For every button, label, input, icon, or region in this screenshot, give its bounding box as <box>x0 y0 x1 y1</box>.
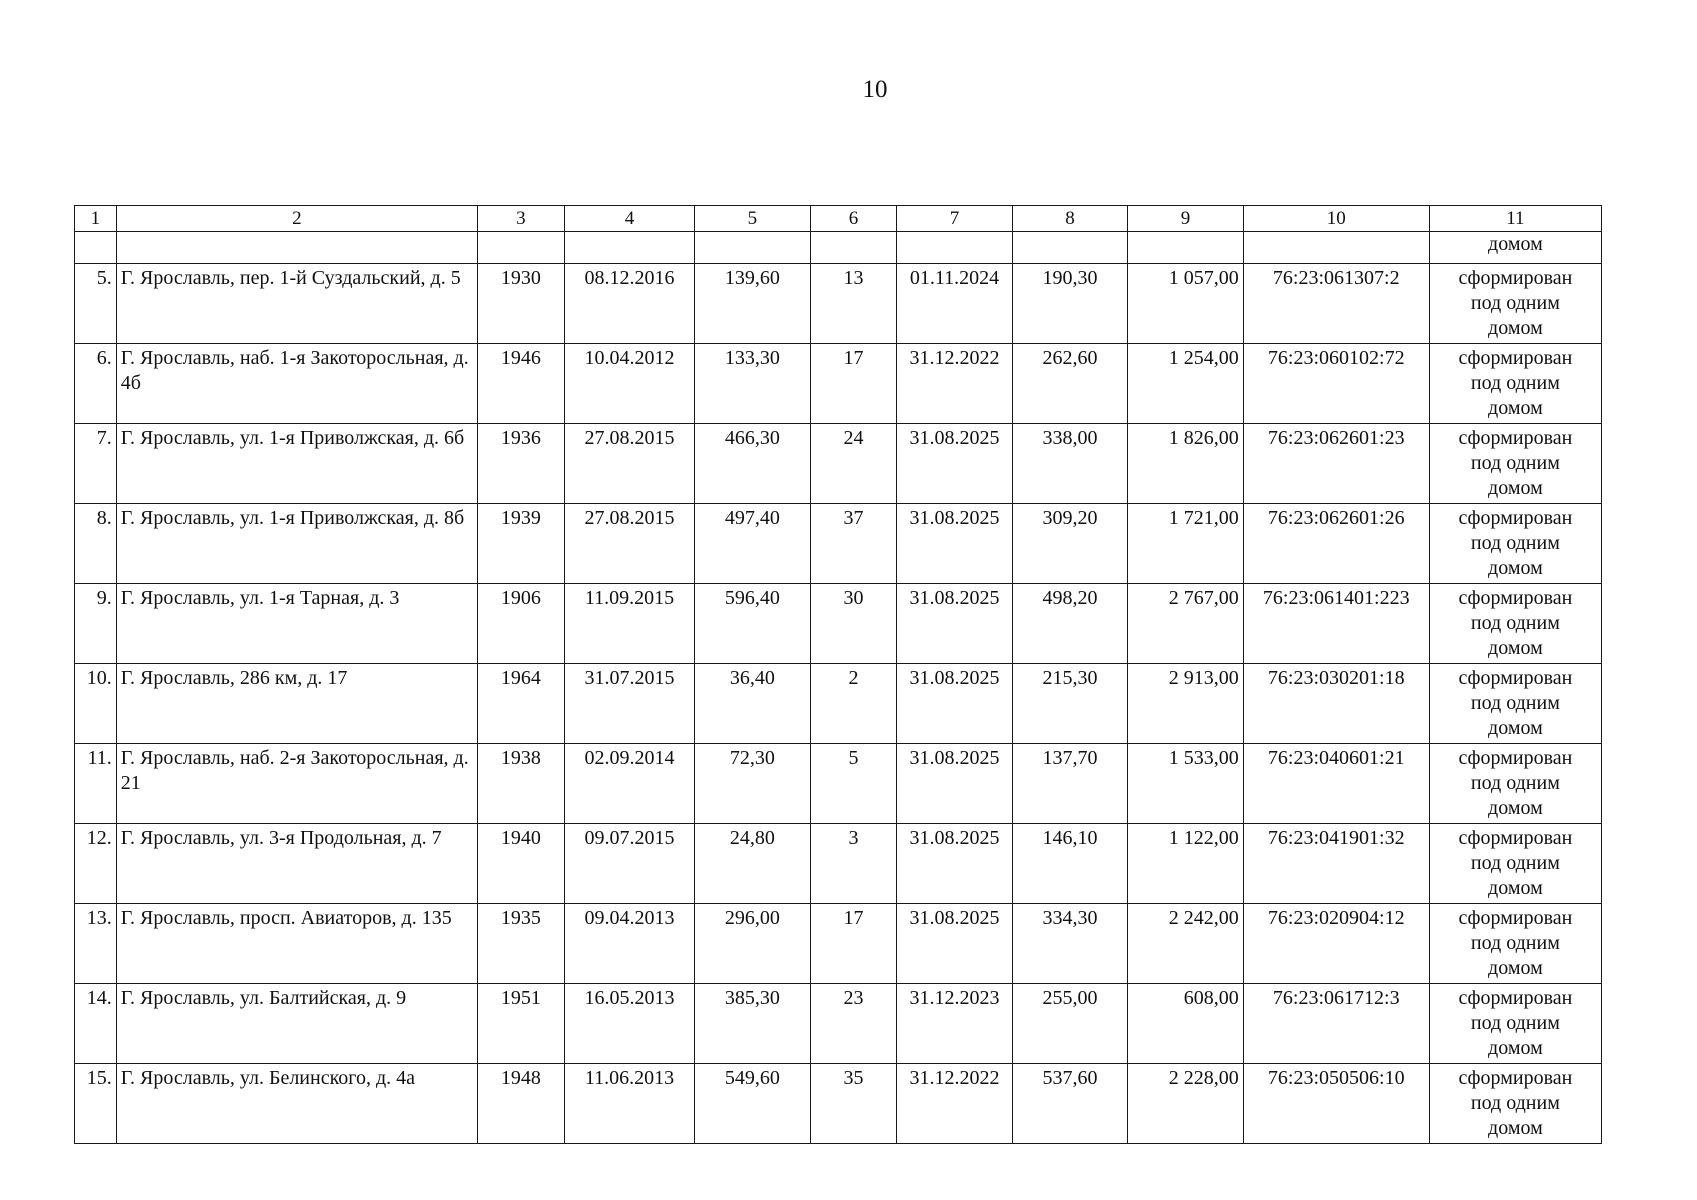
table-body <box>75 206 1602 1144</box>
cell-address: Г. Ярославль, ул. Белинского, д. 4а <box>116 1064 477 1144</box>
column-number-row <box>75 206 1602 232</box>
cell-date: 27.08.2015 <box>564 504 694 584</box>
cell-year: 1946 <box>478 344 565 424</box>
cell-col9: 1 826,00 <box>1128 424 1243 504</box>
cell-count: 17 <box>810 344 897 424</box>
status-line: домом <box>1488 877 1543 899</box>
table-row <box>75 264 1602 344</box>
cell-col8: 309,20 <box>1012 504 1127 584</box>
cell-deadline: 31.12.2023 <box>897 984 1012 1064</box>
cell-row-number: 10. <box>75 664 117 744</box>
cell-deadline: 31.08.2025 <box>897 664 1012 744</box>
cell-address: Г. Ярославль, пер. 1-й Суздальский, д. 5 <box>116 264 477 344</box>
cell-cadastral-number: 76:23:060102:72 <box>1243 344 1429 424</box>
cell-col9: 1 122,00 <box>1128 824 1243 904</box>
cell-status <box>1429 1064 1601 1144</box>
status-line: под одним <box>1470 932 1560 954</box>
status-line: под одним <box>1470 372 1560 394</box>
cell-row-number: 7. <box>75 424 117 504</box>
cell-empty <box>810 232 897 264</box>
cell-row-number: 6. <box>75 344 117 424</box>
cell-count: 5 <box>810 744 897 824</box>
cell-address: Г. Ярославль, наб. 2-я Закоторосльная, д. 21 <box>116 744 477 824</box>
status-line: под одним <box>1470 1012 1560 1034</box>
status-line: под одним <box>1470 612 1560 634</box>
cell-row-number: 9. <box>75 584 117 664</box>
status-line: домом <box>1488 637 1543 659</box>
table-row <box>75 664 1602 744</box>
cell-col8: 498,20 <box>1012 584 1127 664</box>
table-row <box>75 1064 1602 1144</box>
cell-col9: 2 228,00 <box>1128 1064 1243 1144</box>
cell-area: 497,40 <box>695 504 810 584</box>
cell-date: 09.04.2013 <box>564 904 694 984</box>
status-line: под одним <box>1470 452 1560 474</box>
cell-date: 27.08.2015 <box>564 424 694 504</box>
status-line: домом <box>1488 477 1543 499</box>
cell-cadastral-number: 76:23:061712:3 <box>1243 984 1429 1064</box>
cell-col8: 537,60 <box>1012 1064 1127 1144</box>
cell-status <box>1429 824 1601 904</box>
cell-empty <box>1128 232 1243 264</box>
cell-area: 385,30 <box>695 984 810 1064</box>
cell-status <box>1429 904 1601 984</box>
cell-date: 11.06.2013 <box>564 1064 694 1144</box>
cell-status <box>1429 264 1601 344</box>
cell-status <box>1429 744 1601 824</box>
cell-address: Г. Ярославль, наб. 1-я Закоторосльная, д. 4б <box>116 344 477 424</box>
status-line: сформирован <box>1458 587 1573 609</box>
cell-col9: 1 721,00 <box>1128 504 1243 584</box>
cell-year: 1948 <box>478 1064 565 1144</box>
cell-address: Г. Ярославль, ул. 1-я Тарная, д. 3 <box>116 584 477 664</box>
cell-status <box>1429 584 1601 664</box>
cell-date: 16.05.2013 <box>564 984 694 1064</box>
cell-empty <box>75 232 117 264</box>
cell-cadastral-number: 76:23:061401:223 <box>1243 584 1429 664</box>
cell-col9: 2 913,00 <box>1128 664 1243 744</box>
cell-area: 466,30 <box>695 424 810 504</box>
status-line: домом <box>1488 317 1543 339</box>
status-line: под одним <box>1470 292 1560 314</box>
cell-year: 1951 <box>478 984 565 1064</box>
cell-cadastral-number: 76:23:061307:2 <box>1243 264 1429 344</box>
cell-deadline: 31.12.2022 <box>897 344 1012 424</box>
cell-count: 3 <box>810 824 897 904</box>
cell-cadastral-number: 76:23:062601:23 <box>1243 424 1429 504</box>
status-line: под одним <box>1470 852 1560 874</box>
cell-year: 1930 <box>478 264 565 344</box>
status-line: сформирован <box>1458 827 1573 849</box>
cell-year: 1964 <box>478 664 565 744</box>
cell-count: 2 <box>810 664 897 744</box>
cell-count: 13 <box>810 264 897 344</box>
status-line: домом <box>1488 557 1543 579</box>
cell-address: Г. Ярославль, 286 км, д. 17 <box>116 664 477 744</box>
status-line: под одним <box>1470 772 1560 794</box>
status-line: домом <box>1488 717 1543 739</box>
status-line: сформирован <box>1458 507 1573 529</box>
cell-deadline: 31.08.2025 <box>897 904 1012 984</box>
cell-year: 1935 <box>478 904 565 984</box>
table-row <box>75 984 1602 1064</box>
cell-status <box>1429 664 1601 744</box>
cell-date: 09.07.2015 <box>564 824 694 904</box>
column-number: 2 <box>116 206 477 232</box>
cell-col9: 2 767,00 <box>1128 584 1243 664</box>
status-line: под одним <box>1470 1092 1560 1114</box>
cell-area: 296,00 <box>695 904 810 984</box>
column-number: 8 <box>1012 206 1127 232</box>
status-line: сформирован <box>1458 907 1573 929</box>
column-number: 6 <box>810 206 897 232</box>
cell-cadastral-number: 76:23:030201:18 <box>1243 664 1429 744</box>
column-number: 5 <box>695 206 810 232</box>
cell-date: 31.07.2015 <box>564 664 694 744</box>
status-line: сформирован <box>1458 1067 1573 1089</box>
cell-status <box>1429 424 1601 504</box>
cell-count: 24 <box>810 424 897 504</box>
cell-area: 24,80 <box>695 824 810 904</box>
column-number: 7 <box>897 206 1012 232</box>
status-line: сформирован <box>1458 987 1573 1009</box>
table-row <box>75 424 1602 504</box>
page-number: 10 <box>862 76 888 103</box>
column-number: 4 <box>564 206 694 232</box>
column-number: 11 <box>1429 206 1601 232</box>
status-line: сформирован <box>1458 667 1573 689</box>
cell-cadastral-number: 76:23:040601:21 <box>1243 744 1429 824</box>
cell-empty <box>695 232 810 264</box>
status-line: под одним <box>1470 532 1560 554</box>
cell-col9: 1 533,00 <box>1128 744 1243 824</box>
cell-year: 1940 <box>478 824 565 904</box>
cell-col9: 608,00 <box>1128 984 1243 1064</box>
cell-deadline: 31.08.2025 <box>897 824 1012 904</box>
cell-col8: 262,60 <box>1012 344 1127 424</box>
cell-date: 02.09.2014 <box>564 744 694 824</box>
cell-col8: 334,30 <box>1012 904 1127 984</box>
cell-area: 36,40 <box>695 664 810 744</box>
cell-count: 17 <box>810 904 897 984</box>
table-row <box>75 344 1602 424</box>
cell-area: 133,30 <box>695 344 810 424</box>
column-number: 3 <box>478 206 565 232</box>
cell-address: Г. Ярославль, просп. Авиаторов, д. 135 <box>116 904 477 984</box>
cell-area: 139,60 <box>695 264 810 344</box>
column-number: 10 <box>1243 206 1429 232</box>
cell-count: 37 <box>810 504 897 584</box>
status-line: домом <box>1488 397 1543 419</box>
column-number: 9 <box>1128 206 1243 232</box>
cell-col9: 1 057,00 <box>1128 264 1243 344</box>
cell-deadline: 31.08.2025 <box>897 424 1012 504</box>
cell-row-number: 15. <box>75 1064 117 1144</box>
cell-row-number: 11. <box>75 744 117 824</box>
cell-area: 596,40 <box>695 584 810 664</box>
cell-col8: 137,70 <box>1012 744 1127 824</box>
cell-row-number: 8. <box>75 504 117 584</box>
cell-empty <box>1243 232 1429 264</box>
status-line: под одним <box>1470 692 1560 714</box>
cell-col9: 2 242,00 <box>1128 904 1243 984</box>
cell-deadline: 01.11.2024 <box>897 264 1012 344</box>
cell-address: Г. Ярославль, ул. Балтийская, д. 9 <box>116 984 477 1064</box>
cell-cadastral-number: 76:23:020904:12 <box>1243 904 1429 984</box>
cell-address: Г. Ярославль, ул. 1-я Приволжская, д. 6б <box>116 424 477 504</box>
cell-area: 549,60 <box>695 1064 810 1144</box>
cell-address: Г. Ярославль, ул. 3-я Продольная, д. 7 <box>116 824 477 904</box>
status-line: сформирован <box>1458 747 1573 769</box>
cell-empty <box>564 232 694 264</box>
cell-cadastral-number: 76:23:062601:26 <box>1243 504 1429 584</box>
status-line: домом <box>1488 957 1543 979</box>
cell-count: 23 <box>810 984 897 1064</box>
cell-empty <box>116 232 477 264</box>
cell-col8: 338,00 <box>1012 424 1127 504</box>
status-line: сформирован <box>1458 267 1573 289</box>
cell-row-number: 5. <box>75 264 117 344</box>
cell-empty <box>897 232 1012 264</box>
status-line: сформирован <box>1458 427 1573 449</box>
cell-deadline: 31.08.2025 <box>897 744 1012 824</box>
cell-status <box>1429 504 1601 584</box>
cell-cadastral-number: 76:23:041901:32 <box>1243 824 1429 904</box>
cell-year: 1939 <box>478 504 565 584</box>
cell-col8: 146,10 <box>1012 824 1127 904</box>
cell-date: 11.09.2015 <box>564 584 694 664</box>
continuation-row <box>75 232 1602 264</box>
cell-area: 72,30 <box>695 744 810 824</box>
table-row <box>75 504 1602 584</box>
cell-deadline: 31.08.2025 <box>897 504 1012 584</box>
housing-registry-table <box>74 205 1602 1144</box>
cell-date: 08.12.2016 <box>564 264 694 344</box>
cell-col8: 255,00 <box>1012 984 1127 1064</box>
cell-status-continuation: домом <box>1429 232 1601 264</box>
cell-address: Г. Ярославль, ул. 1-я Приволжская, д. 8б <box>116 504 477 584</box>
cell-col9: 1 254,00 <box>1128 344 1243 424</box>
column-number: 1 <box>75 206 117 232</box>
table-row <box>75 744 1602 824</box>
cell-row-number: 13. <box>75 904 117 984</box>
status-line: домом <box>1488 1037 1543 1059</box>
cell-date: 10.04.2012 <box>564 344 694 424</box>
cell-col8: 190,30 <box>1012 264 1127 344</box>
cell-empty <box>1012 232 1127 264</box>
cell-deadline: 31.12.2022 <box>897 1064 1012 1144</box>
cell-count: 35 <box>810 1064 897 1144</box>
status-line: домом <box>1488 1117 1543 1139</box>
cell-row-number: 12. <box>75 824 117 904</box>
status-line: домом <box>1488 797 1543 819</box>
cell-year: 1906 <box>478 584 565 664</box>
cell-deadline: 31.08.2025 <box>897 584 1012 664</box>
status-line: сформирован <box>1458 347 1573 369</box>
cell-row-number: 14. <box>75 984 117 1064</box>
cell-status <box>1429 344 1601 424</box>
table-row <box>75 824 1602 904</box>
cell-count: 30 <box>810 584 897 664</box>
table-row <box>75 904 1602 984</box>
cell-status <box>1429 984 1601 1064</box>
cell-cadastral-number: 76:23:050506:10 <box>1243 1064 1429 1144</box>
cell-col8: 215,30 <box>1012 664 1127 744</box>
table-row <box>75 584 1602 664</box>
cell-empty <box>478 232 565 264</box>
cell-year: 1936 <box>478 424 565 504</box>
cell-year: 1938 <box>478 744 565 824</box>
